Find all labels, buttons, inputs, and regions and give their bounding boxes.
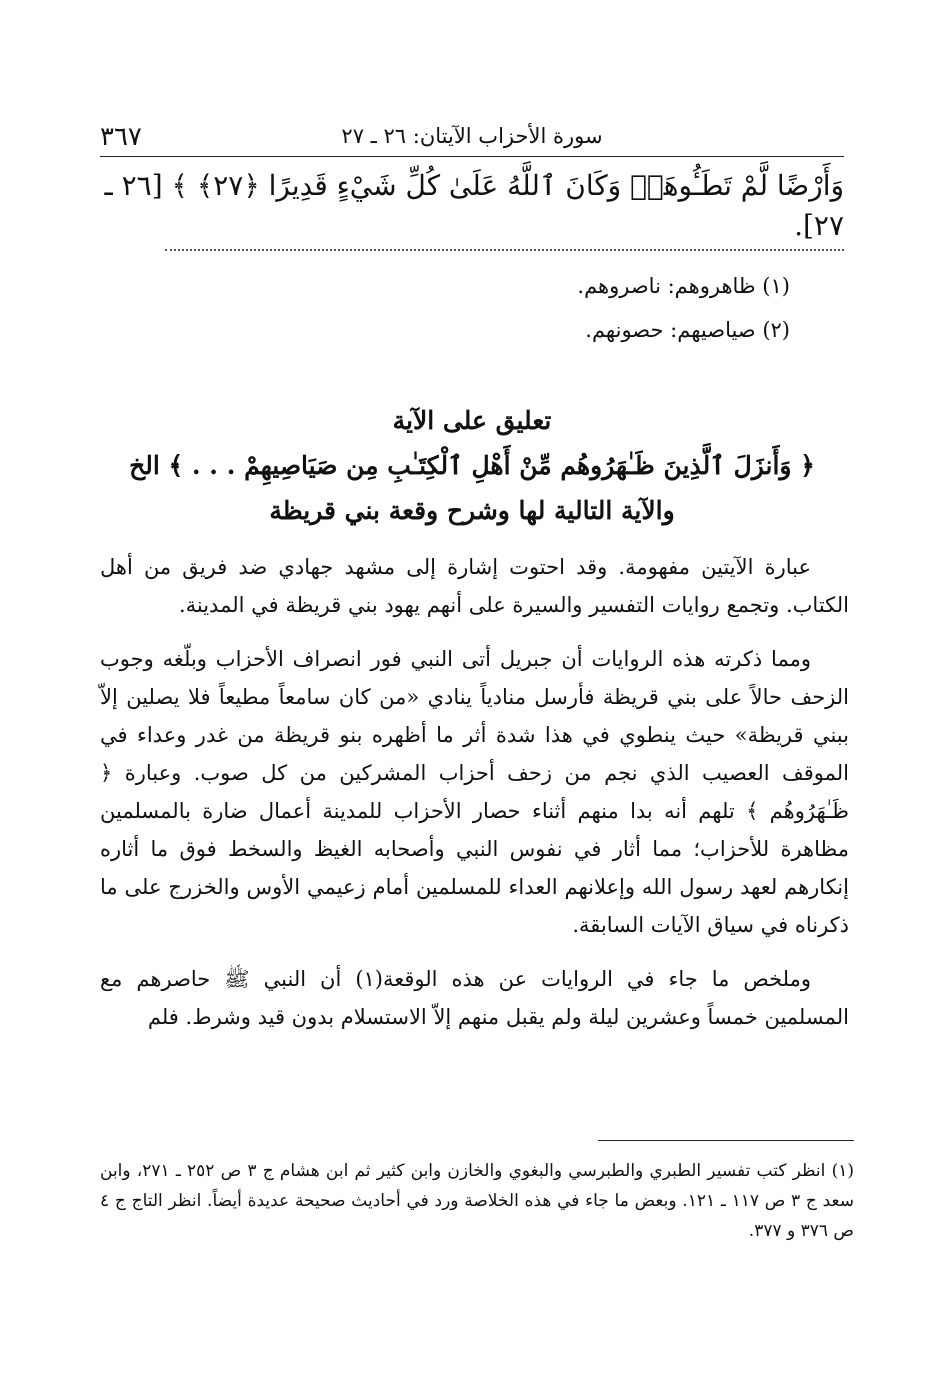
section-title: تعليق على الآية: [392, 406, 552, 435]
word-glossary: [144, 264, 844, 352]
paragraph: عبارة الآيتين مفهومة. وقد احتوت إشارة إلى مشهد جهادي ضد فريق من أهل الكتاب. وتجمع روايات التفسير والسيرة على أنهم يهود بني قريظة في المدينة.: [100, 555, 849, 617]
page-header: [100, 122, 844, 157]
glossary-item: (١) ظاهروهم: ناصروهم.: [577, 274, 790, 298]
paragraph: وملخص ما جاء في الروايات عن هذه الوقعة(١) أن النبي ﷺ حاصرهم مع المسلمين خمساً وعشرين ليلة ولم يقبل منهم إلاّ الاستسلام بدون قيد وشرط. فلم: [100, 967, 849, 1029]
section-heading: [100, 398, 844, 533]
section-verse-ref: ﴿ وَأَنزَلَ ٱلَّذِينَ ظَـٰهَرُوهُم مِّنْ أَهْلِ ٱلْكِتَـٰبِ مِن صَيَاصِيهِمْ . . . ﴾ الخ: [129, 451, 815, 480]
running-title: سورة الأحزاب الآيتان: ٢٦ ـ ٢٧: [341, 124, 603, 148]
glossary-item: (٢) صياصيهم: حصونهم.: [585, 318, 790, 342]
page-number: ٣٦٧: [100, 122, 142, 152]
footnote: (١) انظر كتب تفسير الطبري والطبرسي والبغوي والخازن وابن كثير ثم ابن هشام ج ٣ ص ٢٥٢ ـ ٢٧١، وابن سعد ج ٣ ص ١١٧ ـ ١٢١. وبعض ما جاء في هذه الخلاصة ورد في أحاديث صحيحة عديدة أيضاً. انظر التاج ج ٤ ص ٣٧٦ و ٣٧٧.: [100, 1161, 854, 1241]
quran-verse-tail: وَأَرْضًا لَّمْ تَطَـُٔوهَاۚ وَكَانَ ٱللَّهُ عَلَىٰ كُلِّ شَيْءٍ قَدِيرًا ﴿٢٧﴾ ﴾ [٢٦ ـ ٢٧].: [104, 169, 844, 242]
section-subtitle: والآية التالية لها وشرح وقعة بني قريظة: [269, 496, 675, 525]
paragraph: ومما ذكرته هذه الروايات أن جبريل أتى النبي فور انصراف الأحزاب وبلّغه وجوب الزحف حالاً على بني قريظة فأرسل منادياً ينادي «من كان سامعاً مطيعاً فلا يصلين إلاّ ببني قريظة» حيث ينطوي في هذا شدة أثر ما أظهره بنو قريظة من غدر وعداء في الموقف العصيب الذي نجم من زحف أحزاب المشركين من كل صوب. وعبارة ﴿ ظَـٰهَرُوهُم ﴾ تلهم أنه بدا منهم أثناء حصار الأحزاب للمدينة أعمال ضارة بالمسلمين مظاهرة للأحزاب؛ مما أثار في نفوس النبي وأصحابه الغيظ والسخط فوق ما أثاره إنكارهم لعهد رسول الله وإعلانهم العداء للمسلمين أمام زعيمي الأوس والخزرج على ما ذكرناه في سياق الآيات السابقة.: [100, 647, 849, 937]
footnote-rule: [598, 1140, 854, 1141]
main-text: [100, 548, 849, 1052]
dotted-separator: [165, 233, 844, 251]
